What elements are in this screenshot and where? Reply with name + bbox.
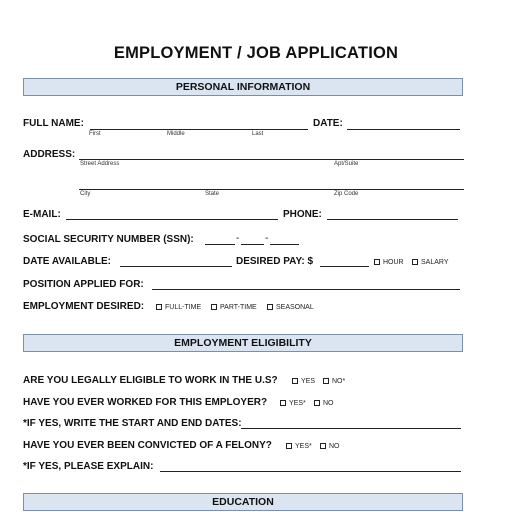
phone-field[interactable]	[327, 219, 458, 220]
part-time-checkbox[interactable]	[211, 304, 217, 310]
position-label: POSITION APPLIED FOR:	[23, 279, 144, 290]
phone-label: PHONE:	[283, 209, 322, 220]
hour-option-label: HOUR	[383, 259, 404, 266]
apt-caption: Apt/Suite	[334, 161, 359, 167]
full-time-checkbox[interactable]	[156, 304, 162, 310]
worked-yes-checkbox[interactable]	[280, 400, 286, 406]
street-caption: Street Address	[80, 161, 120, 167]
explain-label: *IF YES, PLEASE EXPLAIN:	[23, 461, 154, 472]
hour-checkbox[interactable]	[374, 259, 380, 265]
address-label: ADDRESS:	[23, 149, 76, 160]
felony-label: HAVE YOU EVER BEEN CONVICTED OF A FELONY?	[23, 440, 272, 451]
legally-eligible-label: ARE YOU LEGALLY ELIGIBLE TO WORK IN THE U.S?	[23, 375, 278, 386]
eligible-yes-label: YES	[301, 378, 316, 385]
ssn-label: SOCIAL SECURITY NUMBER (SSN):	[23, 234, 194, 245]
worked-for-employer-label: HAVE YOU EVER WORKED FOR THIS EMPLOYER?	[23, 397, 268, 408]
zip-caption: Zip Code	[334, 191, 359, 197]
felony-no-checkbox[interactable]	[320, 443, 326, 449]
full-time-option[interactable]	[156, 302, 201, 314]
full-name-field[interactable]	[90, 129, 308, 130]
seasonal-option[interactable]	[267, 302, 314, 314]
email-label: E-MAIL:	[23, 209, 61, 220]
full-name-label: FULL NAME:	[23, 118, 84, 129]
employment-desired-label: EMPLOYMENT DESIRED:	[23, 301, 145, 312]
desired-pay-field[interactable]	[320, 266, 369, 267]
date-available-field[interactable]	[120, 266, 232, 267]
ssn-dash-1: -	[236, 233, 240, 244]
street-address-field[interactable]	[79, 159, 464, 160]
seasonal-option-label: SEASONAL	[276, 304, 314, 311]
part-time-option[interactable]	[211, 302, 257, 314]
date-available-label: DATE AVAILABLE:	[23, 256, 111, 267]
felony-no-label: NO	[329, 443, 340, 450]
salary-option-label: SALARY	[421, 259, 449, 266]
ssn-part-1[interactable]	[205, 244, 235, 245]
felony-no-option[interactable]	[320, 441, 340, 453]
last-name-caption: Last	[252, 131, 264, 137]
section-header-personal: PERSONAL INFORMATION	[23, 78, 463, 96]
worked-no-checkbox[interactable]	[314, 400, 320, 406]
hour-option[interactable]	[374, 257, 404, 269]
worked-no-label: NO	[323, 400, 334, 407]
worked-no-option[interactable]	[314, 398, 334, 410]
explain-field[interactable]	[160, 471, 461, 472]
start-end-dates-field[interactable]	[241, 428, 461, 429]
section-header-eligibility: EMPLOYMENT ELIGIBILITY	[23, 334, 463, 352]
position-field[interactable]	[152, 289, 460, 290]
section-header-education: EDUCATION	[23, 493, 463, 511]
part-time-option-label: PART-TIME	[220, 304, 257, 311]
page-title: EMPLOYMENT / JOB APPLICATION	[113, 44, 399, 62]
eligible-no-label: NO*	[332, 378, 346, 385]
eligible-no-option[interactable]	[323, 376, 345, 388]
ssn-dash-2: -	[265, 233, 269, 244]
eligible-yes-checkbox[interactable]	[292, 378, 298, 384]
felony-yes-checkbox[interactable]	[286, 443, 292, 449]
worked-yes-label: YES*	[289, 400, 306, 407]
ssn-part-2[interactable]	[241, 244, 264, 245]
first-name-caption: First	[89, 131, 101, 137]
felony-yes-option[interactable]	[286, 441, 312, 453]
city-caption: City	[80, 191, 91, 197]
salary-option[interactable]	[412, 257, 449, 269]
salary-checkbox[interactable]	[412, 259, 418, 265]
date-field[interactable]	[347, 129, 460, 130]
full-time-option-label: FULL-TIME	[165, 304, 202, 311]
desired-pay-label: DESIRED PAY: $	[236, 256, 314, 267]
eligible-no-checkbox[interactable]	[323, 378, 329, 384]
worked-yes-option[interactable]	[280, 398, 306, 410]
date-label: DATE:	[313, 118, 343, 129]
felony-yes-label: YES*	[295, 443, 312, 450]
seasonal-checkbox[interactable]	[267, 304, 273, 310]
ssn-part-3[interactable]	[270, 244, 299, 245]
middle-name-caption: Middle	[167, 131, 185, 137]
state-caption: State	[205, 191, 220, 197]
eligible-yes-option[interactable]	[292, 376, 315, 388]
email-field[interactable]	[66, 219, 278, 220]
start-end-dates-label: *IF YES, WRITE THE START AND END DATES:	[23, 418, 242, 429]
city-state-zip-field[interactable]	[79, 189, 464, 190]
